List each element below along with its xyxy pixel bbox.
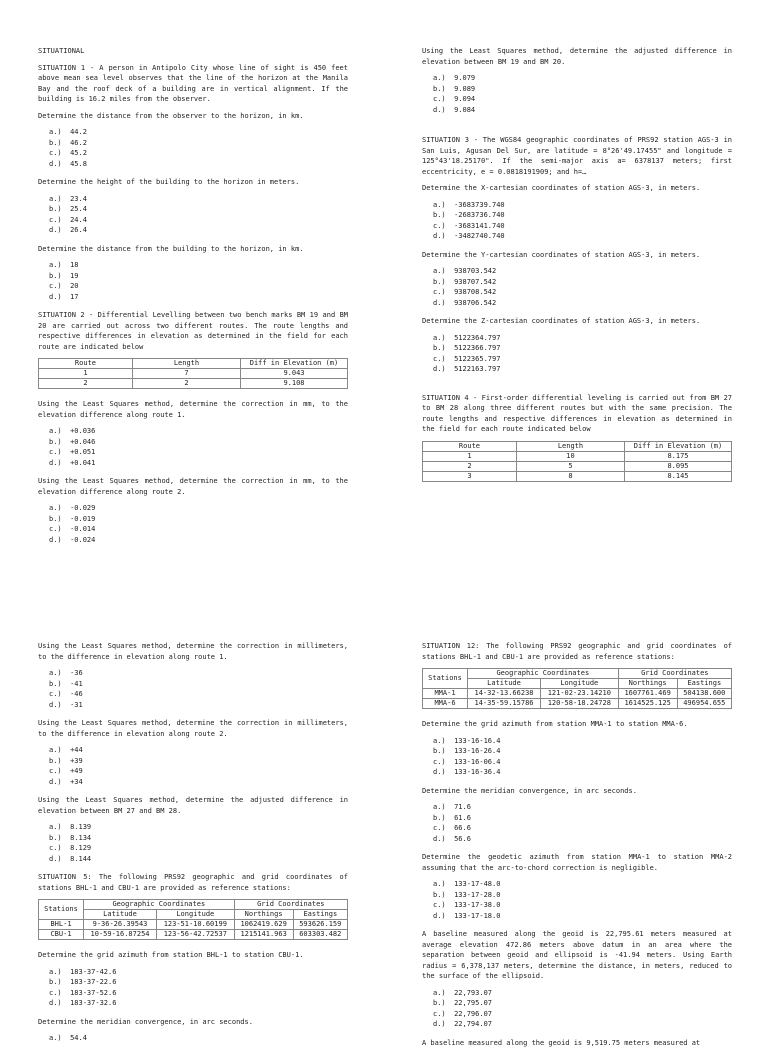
table-header: Stations <box>39 900 84 920</box>
table-header: Longitude <box>541 679 619 689</box>
option: c.) 66.6 <box>433 824 471 832</box>
question-7-options <box>433 200 732 242</box>
question-19: A baseline measured along the geoid is 9,519.75 meters measured at <box>422 1038 701 1047</box>
table-cell: 8.175 <box>625 451 732 461</box>
table-cell: 1062419.629 <box>234 920 293 930</box>
table-cell: 1614525.125 <box>618 699 677 709</box>
situation-12-text: SITUATION 12: The following PRS92 geographic and grid coordinates of stations BHL-1 and CBU-1 are provided as reference stations: <box>422 642 732 661</box>
option: c.) 5122365.797 <box>433 354 501 363</box>
table-cell: 8 <box>516 471 624 481</box>
table-cell: 9.108 <box>241 379 348 389</box>
situation-1-text: SITUATION 1 - A person in Antipolo City whose line of sight is 450 feet above mean sea level observes that the line of the horizon at the Manila Bay and the roof deck of a building are in vertical alignment. If the building is 16.2 miles from the observer. <box>38 63 348 103</box>
table-cell: 1215141.963 <box>234 930 293 940</box>
table-cell: 10-59-16.87254 <box>84 930 157 940</box>
table-row <box>423 689 732 699</box>
question-8-options <box>433 266 732 308</box>
option: b.) +0.046 <box>49 437 96 446</box>
option: d.) 133-17-18.0 <box>433 911 501 920</box>
table-header: Diff in Elevation (m) <box>625 441 732 451</box>
option: d.) 8.144 <box>49 854 92 863</box>
option: c.) -3683141.740 <box>433 221 505 230</box>
option: b.) 183-37-22.6 <box>49 978 117 986</box>
table-header: Geographic Coordinates <box>84 900 235 910</box>
option: b.) 8.134 <box>49 833 92 842</box>
section-heading: SITUATIONAL <box>38 47 85 55</box>
table-header: Northings <box>234 910 293 920</box>
top-left-column <box>38 46 348 553</box>
option: c.) -0.014 <box>49 525 96 533</box>
question-11-options <box>49 745 348 787</box>
table-header: Latitude <box>468 679 541 689</box>
table-header: Grid Coordinates <box>234 900 347 910</box>
option: b.) 19 <box>49 271 79 280</box>
route-table <box>422 441 732 482</box>
question-17-options <box>433 879 732 921</box>
table-cell: 2 <box>39 379 133 389</box>
option: c.) 8.129 <box>49 844 92 852</box>
question-18: A baseline measured along the geoid is 22,795.61 meters measured at average elevation 472.86 meters above datum in an area where the separation between geoid and ellipsoid is -41.94 meters. Using Earth radius = 6,378,137 meters, determine the distance, in meters, reduced to the surface of the ellipsoid. <box>422 930 732 980</box>
coordinates-table <box>422 668 732 709</box>
table-header: Route <box>423 441 517 451</box>
option: a.) 23.4 <box>49 194 87 203</box>
table-cell: 1 <box>423 451 517 461</box>
question-9: Determine the Z-cartesian coordinates of station AGS-3, in meters. <box>422 317 701 325</box>
option: c.) 938708.542 <box>433 288 497 296</box>
table-cell: 123-51-10.60199 <box>157 920 235 930</box>
option: c.) 9.094 <box>433 95 476 103</box>
question-13-options <box>49 967 348 1009</box>
bottom-right-column <box>422 641 732 1054</box>
table-header: Northings <box>618 679 677 689</box>
table-row <box>39 920 348 930</box>
option: a.) +44 <box>49 746 83 754</box>
question-13: Determine the grid azimuth from station BHL-1 to station CBU-1. <box>38 951 304 959</box>
route-table <box>38 358 348 389</box>
table-header: Eastings <box>293 910 347 920</box>
option: b.) 46.2 <box>49 138 87 147</box>
situation-3-text: SITUATION 3 - The WGS84 geographic coordinates of PRS92 station AGS-3 in San Luis, Agusan Del Sur, are latitude = 8°26'49.17455" and longitude = 125°43'18.25170". If the semi-major axis a= 6378137 meters; first eccentricity, e = 0.0818191909; and h=… <box>422 136 732 176</box>
option: b.) 938707.542 <box>433 277 497 286</box>
option: a.) 183-37-42.6 <box>49 967 117 976</box>
table-cell: 14-32-13.66238 <box>468 689 541 699</box>
option: d.) -0.024 <box>49 535 96 544</box>
table-row <box>39 379 348 389</box>
table-cell: 9-36-26.39543 <box>84 920 157 930</box>
question-4: Using the Least Squares method, determine the correction in mm, to the elevation difference along route 1. <box>38 400 348 419</box>
situation-5-text: SITUATION 5: The following PRS92 geographic and grid coordinates of stations BHL-1 and CBU-1 are provided as reference stations: <box>38 873 348 892</box>
option: a.) 54.4 <box>49 1034 87 1042</box>
question-9-options <box>433 333 732 375</box>
table-cell: 10 <box>516 451 624 461</box>
option: b.) +39 <box>49 756 83 765</box>
table-cell: 3 <box>423 471 517 481</box>
option: b.) 5122366.797 <box>433 344 501 352</box>
question-10: Using the Least Squares method, determine the correction in millimeters, to the difference in elevation along route 1. <box>38 642 348 661</box>
question-5-options <box>49 503 348 545</box>
option: d.) 17 <box>49 292 79 301</box>
option: a.) 938703.542 <box>433 267 497 275</box>
option: d.) +0.041 <box>49 458 96 467</box>
option: a.) 44.2 <box>49 128 87 136</box>
option: d.) 22,794.07 <box>433 1020 493 1028</box>
option: c.) +0.051 <box>49 448 96 456</box>
option: a.) -3683739.740 <box>433 200 505 209</box>
option: b.) -2683736.740 <box>433 211 505 219</box>
option: a.) 71.6 <box>433 803 471 811</box>
question-12: Using the Least Squares method, determine the adjusted difference in elevation between BM 27 and BM 28. <box>38 796 348 815</box>
option: b.) 22,795.07 <box>433 999 493 1007</box>
table-cell: 9.043 <box>241 369 348 379</box>
option: b.) 133-17-28.0 <box>433 890 501 899</box>
table-header: Latitude <box>84 910 157 920</box>
option: a.) 133-17-48.0 <box>433 880 501 888</box>
question-10-options <box>49 668 348 710</box>
question-7: Determine the X-cartesian coordinates of station AGS-3, in meters. <box>422 184 701 192</box>
option: a.) 9.079 <box>433 74 476 82</box>
option: b.) 61.6 <box>433 813 471 822</box>
table-cell: 603303.482 <box>293 930 347 940</box>
option: d.) -3482740.740 <box>433 232 505 240</box>
question-2-options <box>49 194 348 236</box>
table-cell: 2 <box>132 379 240 389</box>
table-header: Longitude <box>157 910 235 920</box>
option: a.) -0.029 <box>49 504 96 512</box>
option: b.) 133-16-26.4 <box>433 747 501 755</box>
question-12-options <box>49 822 348 864</box>
top-right-column <box>422 46 732 492</box>
question-15-options <box>433 736 732 778</box>
option: c.) +49 <box>49 767 83 775</box>
table-header: Stations <box>423 669 468 689</box>
option: d.) 133-16-36.4 <box>433 768 501 776</box>
table-cell: MMA-1 <box>423 689 468 699</box>
option: d.) 45.8 <box>49 159 87 168</box>
table-cell: 593626.159 <box>293 920 347 930</box>
table-cell: 1607761.469 <box>618 689 677 699</box>
table-cell: 8.145 <box>625 471 732 481</box>
table-header: Eastings <box>677 679 731 689</box>
question-1: Determine the distance from the observer to the horizon, in km. <box>38 111 304 120</box>
table-row <box>39 930 348 940</box>
table-cell: 120-58-18.24728 <box>541 699 619 709</box>
question-16-options <box>433 802 732 844</box>
option: d.) 56.6 <box>433 834 471 843</box>
table-row <box>423 461 732 471</box>
question-16: Determine the meridian convergence, in arc seconds. <box>422 786 637 795</box>
table-header: Diff in Elevation (m) <box>241 359 348 369</box>
option: d.) +34 <box>49 777 83 786</box>
table-cell: 2 <box>423 461 517 471</box>
option: d.) 5122163.797 <box>433 365 501 373</box>
question-2: Determine the height of the building to the horizon in meters. <box>38 178 300 186</box>
table-cell: 1 <box>39 369 133 379</box>
table-header: Length <box>516 441 624 451</box>
question-17: Determine the geodetic azimuth from station MMA-1 to station MMA-2 assuming that the arc-to-chord correction is negligible. <box>422 853 732 872</box>
table-header: Geographic Coordinates <box>468 669 619 679</box>
option: d.) -31 <box>49 700 83 709</box>
table-cell: 123-56-42.72537 <box>157 930 235 940</box>
situation-2-text: SITUATION 2 - Differential Levelling between two bench marks BM 19 and BM 20 are carried out across two different routes. The route lengths and respective differences in elevation as determined in the field for each route are indicated below <box>38 311 348 351</box>
option: a.) +0.036 <box>49 427 96 435</box>
question-6-options <box>433 73 732 115</box>
question-5: Using the Least Squares method, determine the correction in mm, to the elevation difference along route 2. <box>38 477 348 496</box>
question-8: Determine the Y-cartesian coordinates of station AGS-3, in meters. <box>422 250 701 259</box>
table-cell: BHL-1 <box>39 920 84 930</box>
option: a.) 5122364.797 <box>433 333 501 342</box>
table-cell: 504138.600 <box>677 689 731 699</box>
question-11: Using the Least Squares method, determine the correction in millimeters, to the difference in elevation along route 2. <box>38 719 348 738</box>
table-cell: 8.095 <box>625 461 732 471</box>
question-6: Using the Least Squares method, determine the adjusted difference in elevation between BM 19 and BM 20. <box>422 47 732 66</box>
option: a.) 133-16-16.4 <box>433 736 501 745</box>
table-cell: MMA-6 <box>423 699 468 709</box>
bottom-left-column <box>38 641 348 1052</box>
option: b.) 9.089 <box>433 84 476 93</box>
question-14-options <box>49 1033 348 1044</box>
option: a.) -36 <box>49 669 83 677</box>
option: c.) 20 <box>49 282 79 290</box>
table-cell: CBU-1 <box>39 930 84 940</box>
table-cell: 14-35-59.15786 <box>468 699 541 709</box>
option: d.) 938706.542 <box>433 298 497 307</box>
question-1-options <box>49 127 348 169</box>
option: b.) -41 <box>49 679 83 688</box>
option: a.) 22,793.07 <box>433 988 493 997</box>
option: c.) 133-17-38.0 <box>433 901 501 909</box>
question-15: Determine the grid azimuth from station MMA-1 to station MMA-6. <box>422 720 688 728</box>
option: c.) 22,796.07 <box>433 1009 493 1018</box>
question-14: Determine the meridian convergence, in arc seconds. <box>38 1017 253 1026</box>
table-row <box>39 369 348 379</box>
option: d.) 26.4 <box>49 226 87 234</box>
situation-4-text: SITUATION 4 - First-order differential leveling is carried out from BM 27 to BM 28 along three different routes but with the same precision. The route lengths and respective differences in elevation as determined in the field for each route indicated below <box>422 393 732 433</box>
question-4-options <box>49 426 348 468</box>
table-cell: 5 <box>516 461 624 471</box>
option: a.) 18 <box>49 261 79 269</box>
option: c.) -46 <box>49 690 83 698</box>
table-header: Length <box>132 359 240 369</box>
option: a.) 8.139 <box>49 823 92 831</box>
table-cell: 121-02-23.14210 <box>541 689 619 699</box>
table-cell: 496954.655 <box>677 699 731 709</box>
table-cell: 7 <box>132 369 240 379</box>
option: d.) 183-37-32.6 <box>49 999 117 1007</box>
question-3: Determine the distance from the building to the horizon, in km. <box>38 244 304 253</box>
table-row <box>423 451 732 461</box>
question-18-options <box>433 988 732 1030</box>
table-row <box>423 471 732 481</box>
option: c.) 133-16-06.4 <box>433 757 501 766</box>
option: c.) 45.2 <box>49 149 87 157</box>
option: d.) 9.084 <box>433 105 476 114</box>
question-3-options <box>49 260 348 302</box>
option: b.) 25.4 <box>49 205 87 213</box>
table-header: Grid Coordinates <box>618 669 731 679</box>
option: c.) 24.4 <box>49 215 87 224</box>
table-row <box>423 699 732 709</box>
option: c.) 183-37-52.6 <box>49 988 117 997</box>
table-header: Route <box>39 359 133 369</box>
option: b.) -0.019 <box>49 514 96 523</box>
coordinates-table <box>38 899 348 940</box>
